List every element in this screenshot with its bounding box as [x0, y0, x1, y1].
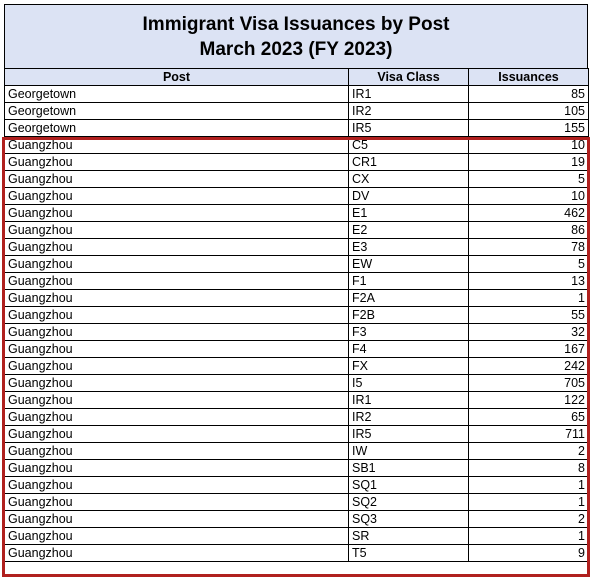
visa-class-cell: IR1	[349, 86, 469, 103]
visa-class-cell: IR5	[349, 426, 469, 443]
visa-class-cell: IR2	[349, 103, 469, 120]
table-row	[5, 426, 589, 443]
table-row	[5, 86, 589, 103]
post-cell: Guangzhou	[5, 392, 349, 409]
issuances-cell: 242	[469, 358, 589, 375]
issuances-cell: 78	[469, 239, 589, 256]
visa-class-cell: CR1	[349, 154, 469, 171]
visa-class-cell: E3	[349, 239, 469, 256]
post-cell: Guangzhou	[5, 426, 349, 443]
issuances-cell: 65	[469, 409, 589, 426]
post-cell: Georgetown	[5, 86, 349, 103]
table-row	[5, 324, 589, 341]
post-cell: Guangzhou	[5, 307, 349, 324]
header-post: Post	[5, 69, 349, 86]
table-row	[5, 511, 589, 528]
visa-class-cell: C5	[349, 137, 469, 154]
post-cell: Guangzhou	[5, 341, 349, 358]
issuances-cell: 10	[469, 137, 589, 154]
table-body	[5, 86, 589, 562]
post-cell: Guangzhou	[5, 171, 349, 188]
issuance-table	[4, 68, 589, 562]
issuances-cell: 1	[469, 494, 589, 511]
issuances-cell: 711	[469, 426, 589, 443]
table-row	[5, 120, 589, 137]
post-cell: Guangzhou	[5, 205, 349, 222]
visa-class-cell: T5	[349, 545, 469, 562]
issuances-cell: 1	[469, 290, 589, 307]
header-row	[5, 69, 589, 86]
table-row	[5, 494, 589, 511]
visa-class-cell: IW	[349, 443, 469, 460]
visa-class-cell: IR5	[349, 120, 469, 137]
table-row	[5, 477, 589, 494]
visa-class-cell: F1	[349, 273, 469, 290]
header-issuances: Issuances	[469, 69, 589, 86]
post-cell: Guangzhou	[5, 239, 349, 256]
table-row	[5, 137, 589, 154]
issuances-cell: 1	[469, 528, 589, 545]
issuances-cell: 2	[469, 511, 589, 528]
post-cell: Guangzhou	[5, 477, 349, 494]
post-cell: Guangzhou	[5, 545, 349, 562]
visa-class-cell: SQ1	[349, 477, 469, 494]
issuances-cell: 85	[469, 86, 589, 103]
issuances-cell: 2	[469, 443, 589, 460]
table-row	[5, 205, 589, 222]
post-cell: Georgetown	[5, 120, 349, 137]
visa-class-cell: DV	[349, 188, 469, 205]
issuances-cell: 55	[469, 307, 589, 324]
title-block	[4, 4, 588, 68]
visa-class-cell: CX	[349, 171, 469, 188]
visa-class-cell: F2B	[349, 307, 469, 324]
table-row	[5, 392, 589, 409]
issuances-cell: 705	[469, 375, 589, 392]
table-row	[5, 154, 589, 171]
table-row	[5, 273, 589, 290]
post-cell: Guangzhou	[5, 494, 349, 511]
visa-class-cell: IR1	[349, 392, 469, 409]
visa-class-cell: EW	[349, 256, 469, 273]
table-row	[5, 290, 589, 307]
post-cell: Guangzhou	[5, 409, 349, 426]
issuances-cell: 86	[469, 222, 589, 239]
title-line-2: March 2023 (FY 2023)	[199, 38, 393, 60]
table-row	[5, 545, 589, 562]
table-row	[5, 222, 589, 239]
table-row	[5, 409, 589, 426]
issuances-cell: 167	[469, 341, 589, 358]
visa-class-cell: F3	[349, 324, 469, 341]
visa-class-cell: SQ2	[349, 494, 469, 511]
table-row	[5, 103, 589, 120]
visa-class-cell: E1	[349, 205, 469, 222]
issuances-cell: 105	[469, 103, 589, 120]
post-cell: Guangzhou	[5, 273, 349, 290]
post-cell: Guangzhou	[5, 222, 349, 239]
post-cell: Guangzhou	[5, 460, 349, 477]
visa-class-cell: I5	[349, 375, 469, 392]
post-cell: Guangzhou	[5, 290, 349, 307]
issuances-cell: 8	[469, 460, 589, 477]
issuances-cell: 13	[469, 273, 589, 290]
post-cell: Guangzhou	[5, 188, 349, 205]
table-row	[5, 460, 589, 477]
table-row	[5, 239, 589, 256]
visa-class-cell: IR2	[349, 409, 469, 426]
visa-class-cell: FX	[349, 358, 469, 375]
table-row	[5, 171, 589, 188]
post-cell: Georgetown	[5, 103, 349, 120]
post-cell: Guangzhou	[5, 137, 349, 154]
post-cell: Guangzhou	[5, 528, 349, 545]
table-row	[5, 443, 589, 460]
issuances-cell: 9	[469, 545, 589, 562]
issuances-cell: 462	[469, 205, 589, 222]
post-cell: Guangzhou	[5, 375, 349, 392]
post-cell: Guangzhou	[5, 324, 349, 341]
table-row	[5, 256, 589, 273]
visa-class-cell: F4	[349, 341, 469, 358]
issuances-cell: 19	[469, 154, 589, 171]
post-cell: Guangzhou	[5, 511, 349, 528]
visa-class-cell: SQ3	[349, 511, 469, 528]
table-row	[5, 528, 589, 545]
issuances-cell: 32	[469, 324, 589, 341]
post-cell: Guangzhou	[5, 154, 349, 171]
table-row	[5, 188, 589, 205]
issuances-cell: 10	[469, 188, 589, 205]
issuances-cell: 1	[469, 477, 589, 494]
issuances-cell: 122	[469, 392, 589, 409]
post-cell: Guangzhou	[5, 256, 349, 273]
post-cell: Guangzhou	[5, 358, 349, 375]
table-row	[5, 358, 589, 375]
post-cell: Guangzhou	[5, 443, 349, 460]
visa-class-cell: E2	[349, 222, 469, 239]
visa-issuance-sheet	[4, 4, 588, 562]
table-row	[5, 341, 589, 358]
table-row	[5, 307, 589, 324]
issuances-cell: 5	[469, 256, 589, 273]
visa-class-cell: F2A	[349, 290, 469, 307]
title-line-1: Immigrant Visa Issuances by Post	[142, 13, 450, 35]
header-visa-class: Visa Class	[349, 69, 469, 86]
visa-class-cell: SR	[349, 528, 469, 545]
table-row	[5, 375, 589, 392]
visa-class-cell: SB1	[349, 460, 469, 477]
issuances-cell: 155	[469, 120, 589, 137]
issuances-cell: 5	[469, 171, 589, 188]
